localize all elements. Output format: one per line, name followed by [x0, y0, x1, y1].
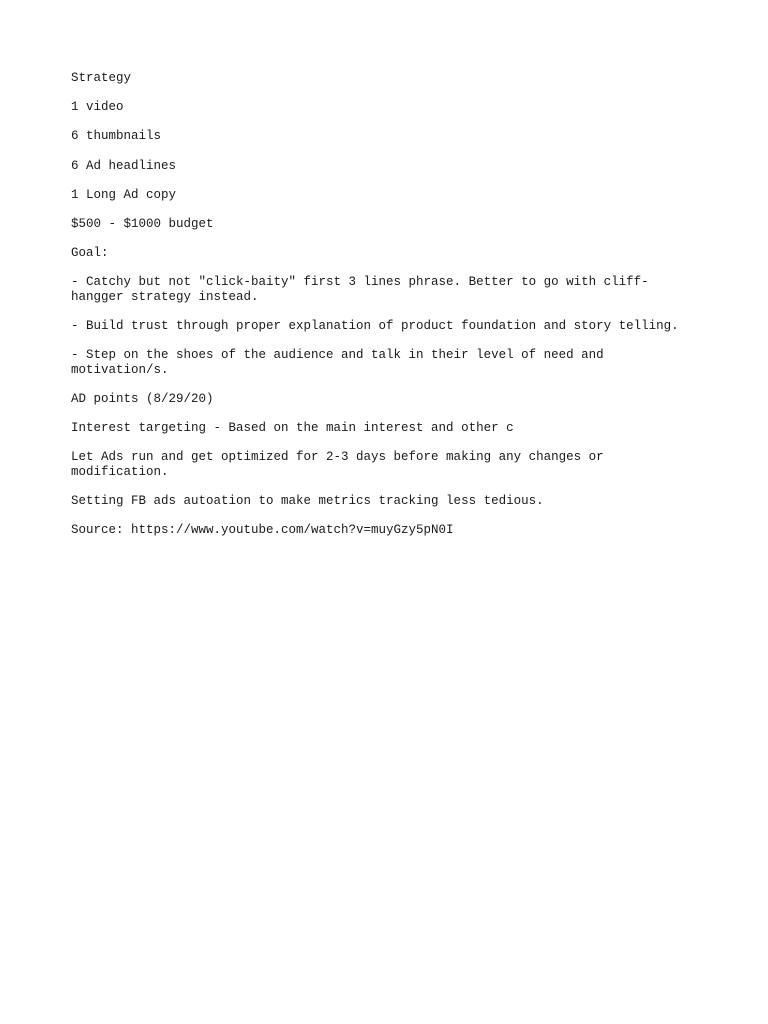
goal-build-trust: - Build trust through proper explanation of product foundation and story telling. — [71, 319, 679, 334]
heading-goal: Goal: — [71, 246, 109, 261]
source-link: Source: https://www.youtube.com/watch?v=muyGzy5pN0I — [71, 523, 454, 538]
item-long-ad-copy: 1 Long Ad copy — [71, 187, 177, 202]
point-let-ads-run: Let Ads run and get optimized for 2-3 days before making any changes or modification. — [71, 450, 604, 480]
point-interest-targeting: Interest targeting - Based on the main interest and other c — [71, 421, 514, 436]
document-page — [71, 71, 691, 553]
item-ad-headlines: 6 Ad headlines — [71, 158, 177, 173]
item-budget: $500 - $1000 budget — [71, 216, 214, 231]
heading-strategy: Strategy — [71, 71, 132, 85]
heading-ad-points: AD points (8/29/20) — [71, 392, 214, 407]
point-automation: Setting FB ads autoation to make metrics tracking less tedious. — [71, 494, 544, 509]
item-video: 1 video — [71, 100, 124, 115]
goal-catchy: - Catchy but not "click-baity" first 3 lines phrase. Better to go with cliff- hangger strategy instead. — [71, 275, 649, 304]
item-thumbnails: 6 thumbnails — [71, 129, 162, 144]
goal-audience: - Step on the shoes of the audience and talk in their level of need and motivation/s. — [71, 348, 604, 377]
